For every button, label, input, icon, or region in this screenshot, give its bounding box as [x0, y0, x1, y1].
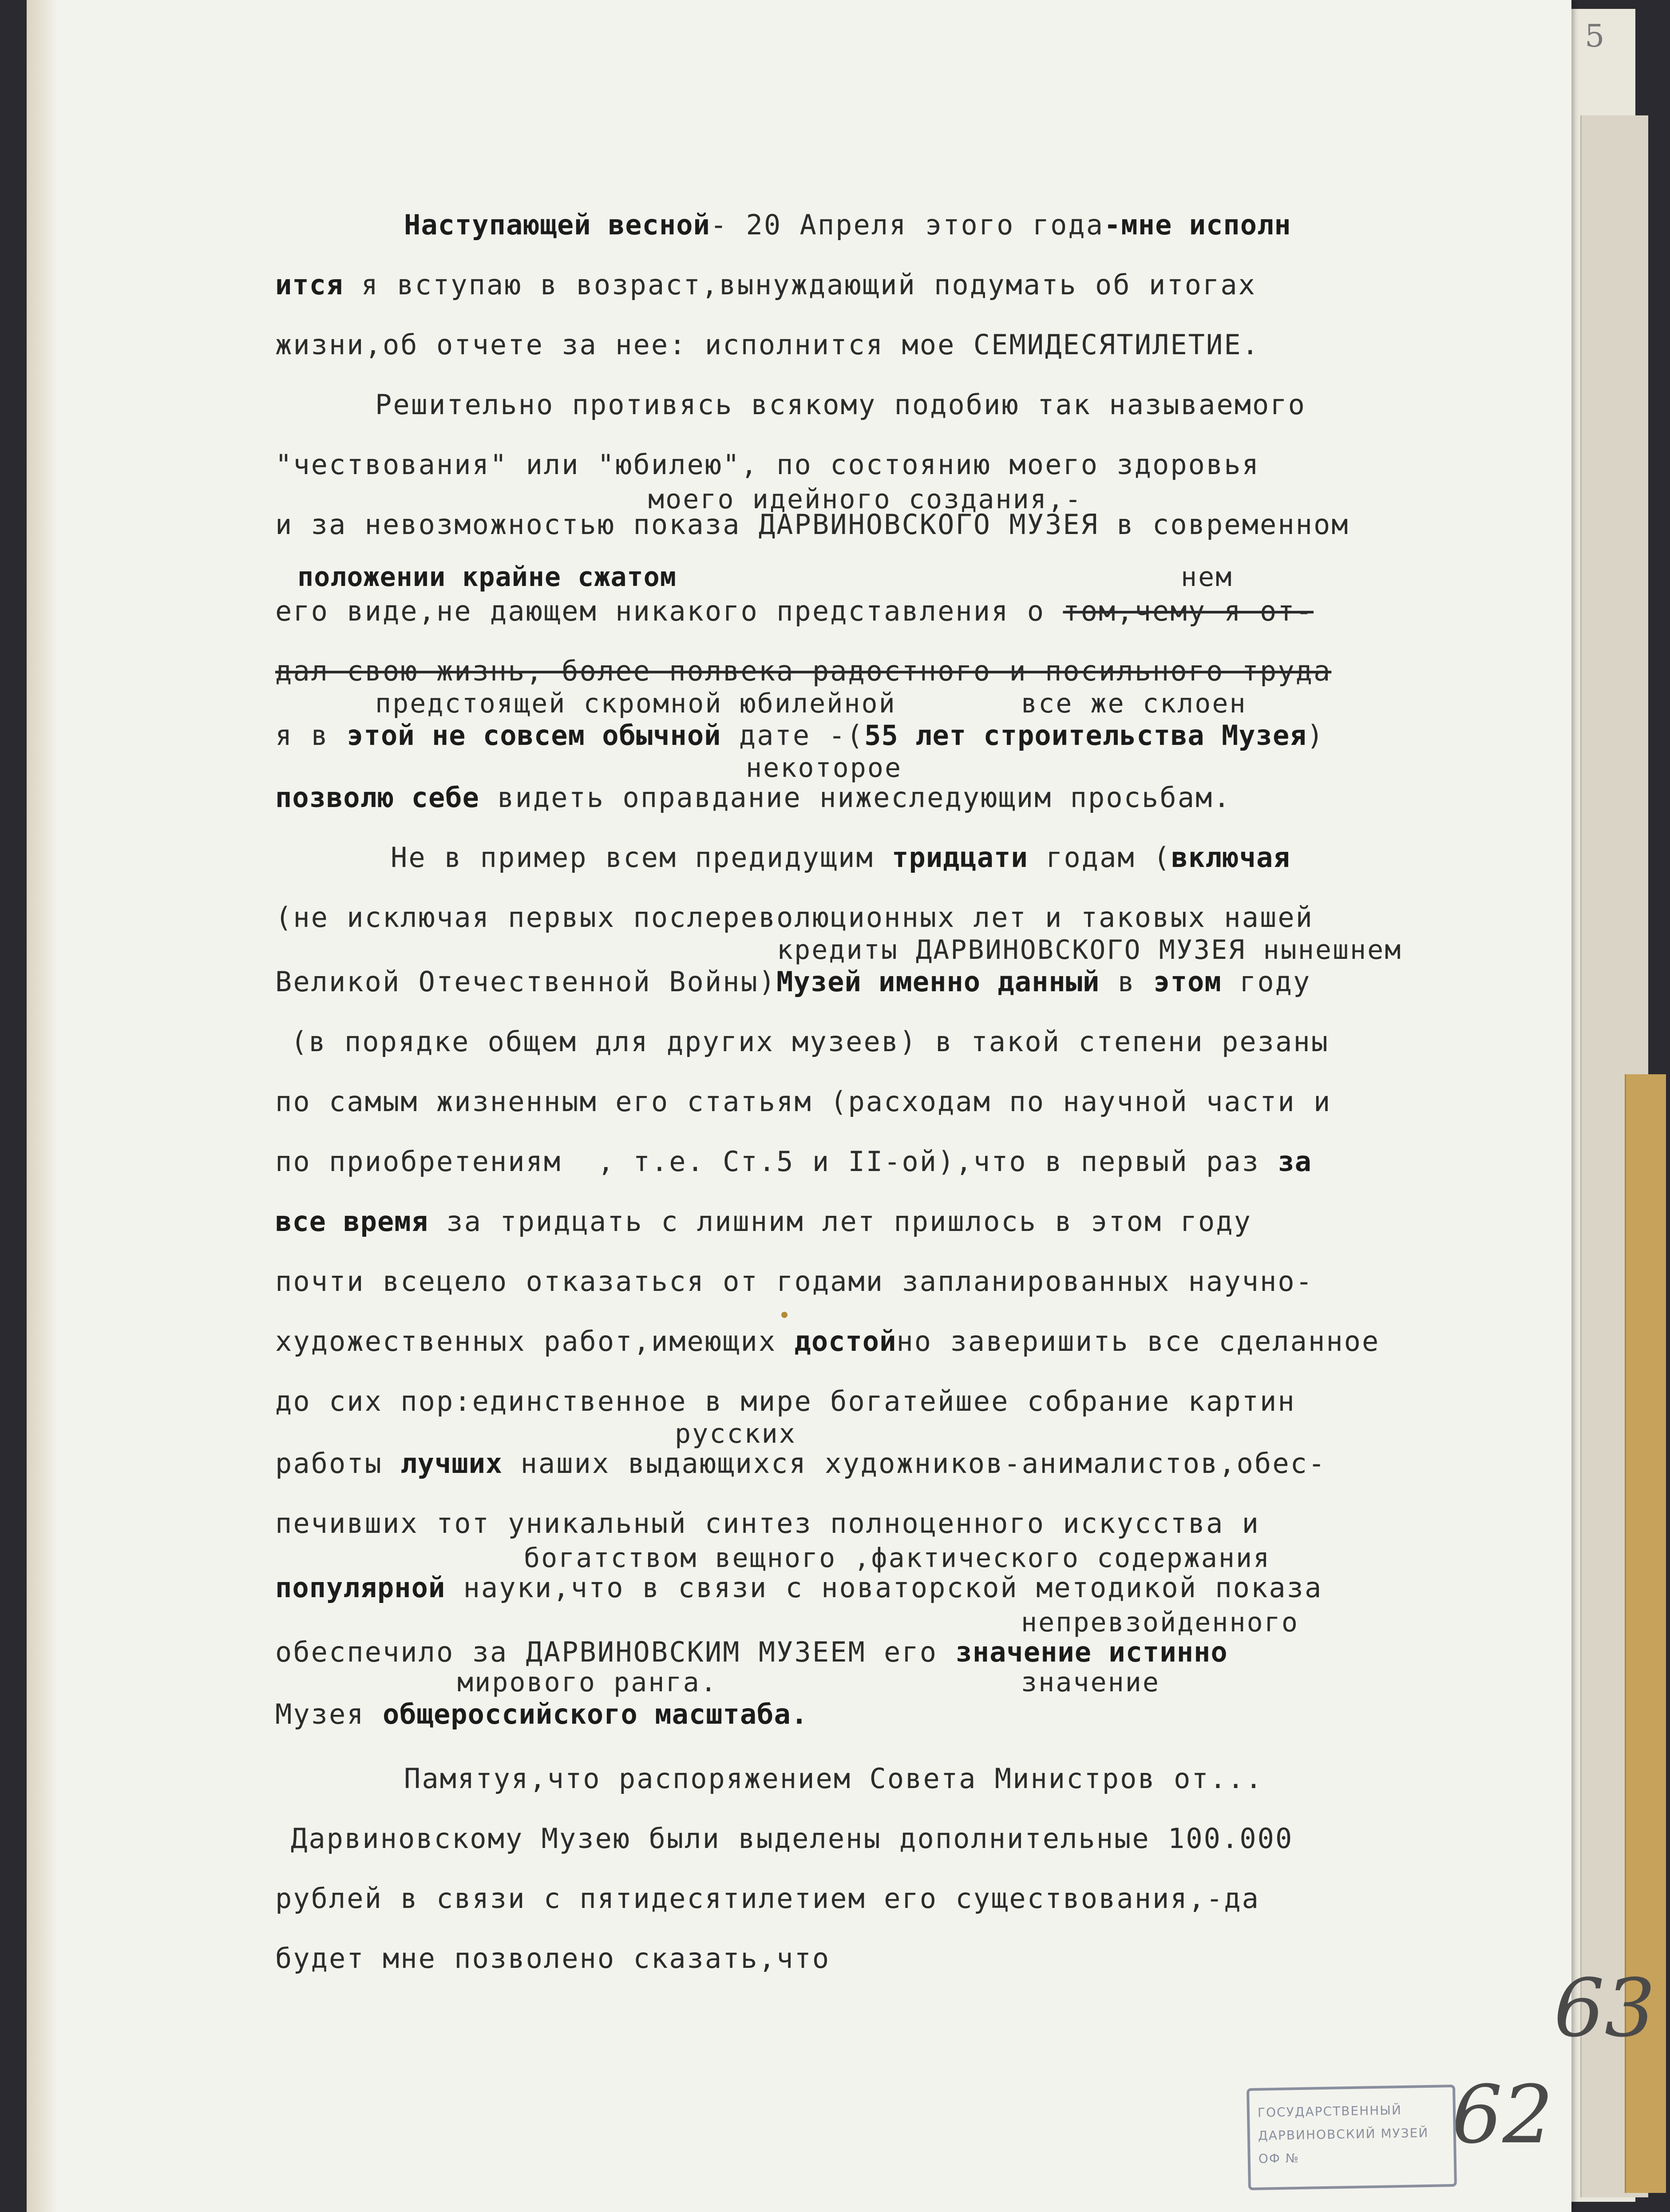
archive-stamp [1247, 2085, 1457, 2190]
line-13-insert: некоторое [746, 752, 902, 783]
line-22: все время за тридцать с лишним лет пришлось в этом году [275, 1205, 1252, 1238]
line-35: Памятуя,что распоряжением Совета Министров от... [404, 1762, 1263, 1795]
line-12: я в этой не совсем обычной дате -(55 лет строительства Музея) [275, 719, 1325, 752]
line-26-insert: русских [675, 1418, 796, 1449]
line-34: Музея общероссийского масштаба. [275, 1698, 808, 1730]
line-37: рублей в связи с пятидесятилетием его существования,-да [275, 1882, 1260, 1915]
line-02: ится я вступаю в возраст,вынуждающий подумать об итогах [275, 269, 1256, 301]
line-33-insert-b: значение [1021, 1667, 1160, 1698]
ink-dot [781, 1312, 788, 1318]
line-33-insert: мирового ранга. [457, 1667, 718, 1698]
line-19: (в порядке общем для других музеев) в такой степени резаны [291, 1025, 1329, 1058]
line-08-insert-b: нем [1181, 562, 1233, 593]
line-06-insert: моего идейного создания,- [648, 484, 1083, 515]
line-17-insert: кредиты ДАРВИНОВСКОГО МУЗЕЯ нынешнем [777, 934, 1402, 966]
line-16: (не исключая первых послереволюционных лет и таковых нашей [275, 901, 1314, 934]
line-05: "чествования" или "юбилею", по состоянию моего здоровья [275, 448, 1260, 481]
line-32: обеспечило за ДАРВИНОВСКИМ МУЗЕЕМ его значение истинно [275, 1636, 1228, 1668]
page-torn-edge [27, 0, 58, 2212]
line-01: Наступающей весной- 20 Апреля этого года-мне исполн [404, 209, 1291, 241]
line-24: художественных работ,имеющих достойно заверишить все сделанное [275, 1325, 1380, 1357]
line-36: Дарвиновскому Музею были выделены дополнительные 100.000 [291, 1822, 1294, 1855]
line-14: позволю себе видеть оправдание нижеследующим просьбам. [275, 781, 1231, 814]
line-11-insert-b: все же склоен [1021, 688, 1247, 719]
line-18: Великой Отечественной Войны)Музей именно данный в этом году [275, 966, 1311, 998]
folio-number-lower: 62 [1452, 2069, 1554, 2161]
line-04: Решительно противясь всякому подобию так называемого [375, 388, 1306, 421]
line-20: по самым жизненным его статьям (расходам по научной части и [275, 1085, 1332, 1118]
stamp-line-1: ГОСУДАРСТВЕННЫЙ [1257, 2103, 1402, 2120]
stamp-line-2: ДАРВИНОВСКИЙ МУЗЕЙ [1258, 2125, 1429, 2143]
line-31-insert: непревзойденного [1021, 1607, 1299, 1638]
line-29-insert: богатством вещного ,фактического содержания [524, 1543, 1271, 1574]
line-11-insert: предстоящей скромной юбилейной [375, 688, 896, 719]
line-21: по приобретениям , т.е. Ст.5 и II-ой),что в первый раз за [275, 1145, 1312, 1178]
line-38: будет мне позволено сказать,что [275, 1942, 831, 1975]
line-08-insert: положении крайне сжатом [297, 562, 677, 593]
line-03: жизни,об отчете за нее: исполнится мое СЕМИДЕСЯТИЛЕТИЕ. [275, 328, 1260, 361]
line-23: почти всецело отказаться от годами запланированных научно- [275, 1265, 1314, 1298]
line-30: популярной науки,что в связи с новаторской методикой показа [275, 1571, 1323, 1604]
corner-mark: 5 [1585, 18, 1605, 54]
stamp-line-3: ОФ № [1258, 2151, 1300, 2166]
line-25: до сих пор:единственное в мире богатейшее собрание картин [275, 1385, 1296, 1417]
folio-number-upper: 63 [1554, 1962, 1656, 2055]
line-07: и за невозможностью показа ДАРВИНОВСКОГО МУЗЕЯ в современном [275, 508, 1349, 541]
line-28: печивших тот уникальный синтез полноценного искусства и [275, 1507, 1260, 1539]
line-10: дал свою жизнь, более полвека радостного и посильного труда [275, 655, 1332, 687]
line-15: Не в пример всем предидущим тридцати годам (включая [391, 841, 1290, 874]
line-09: его виде,не дающем никакого представления о том,чему я от- [275, 595, 1314, 627]
line-27: работы лучших наших выдающихся художников-анималистов,обес- [275, 1447, 1326, 1480]
